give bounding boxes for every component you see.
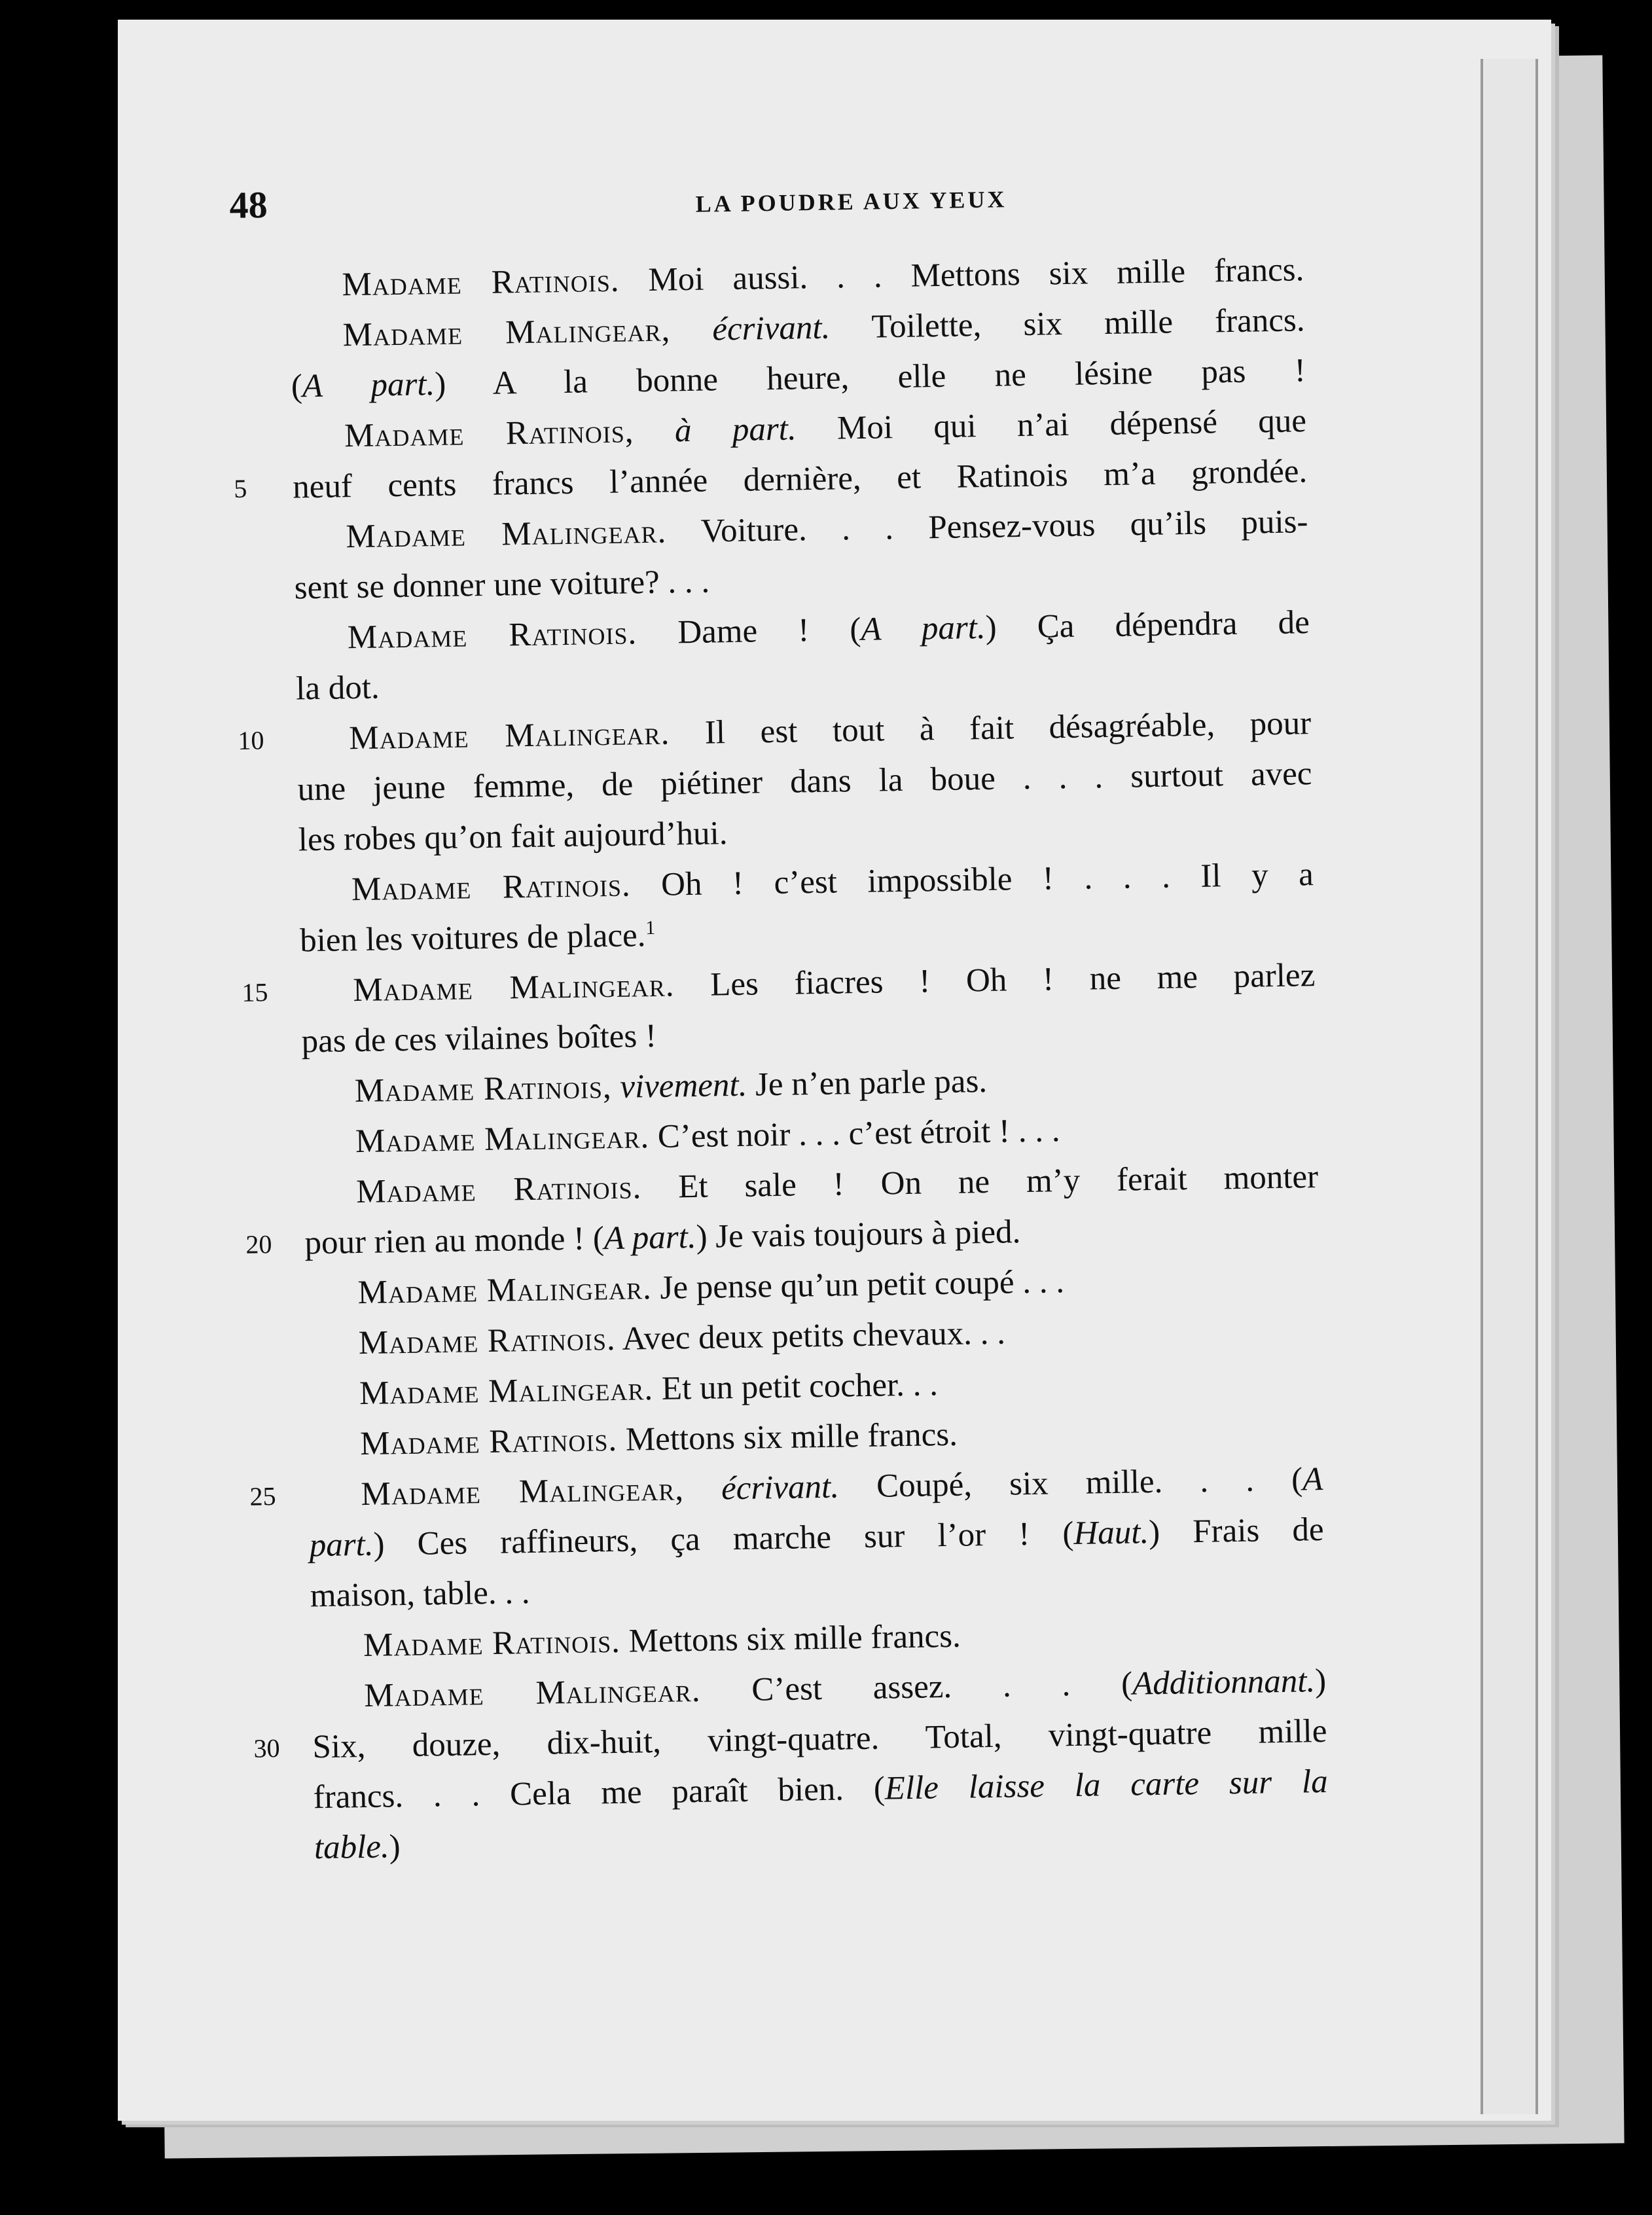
line-number [230, 261, 276, 262]
line-number: 10 [238, 725, 264, 755]
dialogue-text: sent se donner une voiture? . . . [294, 563, 710, 607]
stage-direction: A part. [603, 1218, 697, 1257]
speaker-name: Madame Ratinois, [344, 413, 634, 455]
line-number [234, 513, 280, 514]
dialogue-text: ) Ces raffineurs, ça marche sur l’or ! ( [373, 1515, 1074, 1563]
dialogue-text: la dot. [295, 669, 380, 708]
stage-direction: écrivant. [711, 309, 831, 348]
stage-direction: A part. [860, 609, 986, 648]
dialogue-text: Et sale ! On ne m’y ferait monter [641, 1159, 1319, 1206]
speaker-name: Madame Malingear. [346, 513, 667, 556]
line-number: 30 [253, 1733, 280, 1763]
dialogue-text: Mettons six mille francs. [617, 1416, 958, 1458]
dialogue-text: pour rien au monde ! ( [304, 1220, 605, 1262]
speaker-name: Madame Ratinois. [351, 867, 632, 909]
dialogue-text [684, 1470, 722, 1507]
dialogue-text: une jeune femme, de piétiner dans la boue . . . surtout avec [297, 755, 1312, 808]
dialogue-text: neuf cents francs l’année dernière, et Ratinois m’a grondée. [292, 453, 1308, 506]
speaker-name: Madame Ratinois. [358, 1320, 617, 1362]
line-number [249, 1420, 295, 1421]
footnote-marker: 1 [645, 916, 656, 939]
speaker-name: Madame Ratinois. [342, 262, 620, 304]
text-body [230, 242, 1499, 1875]
speaker-name: Madame Malingear. [348, 715, 670, 757]
dialogue-text: Je pense qu’un petit coupé . . . [651, 1263, 1065, 1307]
dialogue-text: maison, table. . . [310, 1574, 531, 1615]
dialogue-text: Six, douze, dix-huit, vingt-quatre. Total, vingt-quatre mille [312, 1712, 1327, 1766]
dialogue-text: les robes qu’on fait aujourd’hui. [298, 815, 728, 859]
dialogue-text: Mettons six mille francs. [620, 1617, 961, 1660]
speaker-name: Madame Ratinois. [347, 615, 637, 657]
speaker-name: Madame Malingear. [359, 1371, 654, 1413]
dialogue-text [634, 412, 675, 450]
line-number: 15 [242, 977, 268, 1007]
line-number [236, 614, 281, 615]
dialogue-text: ) A la bonne heure, elle ne lésine pas ! [434, 352, 1306, 403]
stage-direction: écrivant. [721, 1468, 840, 1507]
speaker-name: Madame Malingear. [352, 967, 675, 1009]
dialogue-text: ) [389, 1828, 401, 1865]
dialogue-text: Voiture. . . Pensez-vous qu’ils puis- [666, 503, 1308, 550]
dialogue-text: C’est noir . . . c’est étroit ! . . . [649, 1112, 1060, 1156]
dialogue-text: Dame ! ( [636, 611, 861, 652]
stage-direction: Elle laisse la carte sur la [884, 1763, 1329, 1807]
line-number [232, 362, 278, 363]
stage-direction: A [1302, 1460, 1323, 1498]
dialogue-text: C’est assez. . . ( [700, 1665, 1133, 1709]
line-number [240, 866, 285, 867]
stage-direction: à part. [674, 410, 797, 450]
line-number [237, 664, 283, 665]
line-number [247, 1370, 293, 1371]
stage-direction: Haut. [1073, 1514, 1149, 1552]
stage-direction: Additionnant. [1132, 1663, 1316, 1702]
line-number [242, 1017, 288, 1018]
dialogue-text: pas de ces vilaines boîtes ! [301, 1017, 657, 1060]
line-number: 20 [245, 1229, 272, 1259]
stage-direction: A part. [302, 366, 435, 405]
dialogue-text: Toilette, six mille francs. [829, 302, 1305, 346]
page-content [229, 164, 1499, 1875]
dialogue-text: ) Ça dépendra de [985, 604, 1310, 646]
dialogue-text: Moi qui n’ai dépensé que [796, 403, 1307, 448]
line-number [243, 1118, 289, 1119]
stage-direction: part. [309, 1526, 374, 1564]
dialogue-text: Coupé, six mille. . . ( [838, 1461, 1303, 1505]
speaker-name: Madame Malingear, [342, 312, 671, 354]
line-number [252, 1622, 298, 1623]
dialogue-text: ( [291, 368, 303, 405]
speaker-name: Madame Ratinois. [359, 1421, 618, 1463]
dialogue-text: Je n’en parle pas. [746, 1062, 988, 1104]
speaker-name: Madame Ratinois, [354, 1068, 613, 1110]
dialogue-text: francs. . . Cela me paraît bien. ( [313, 1770, 886, 1816]
dialogue-text: Les fiacres ! Oh ! ne me parlez [674, 957, 1316, 1004]
speaker-name: Madame Malingear, [361, 1471, 685, 1513]
dialogue-text: Avec deux petits chevaux. . . [615, 1314, 1006, 1358]
speaker-name: Madame Malingear. [363, 1672, 701, 1715]
dialogue-text: ) [1314, 1662, 1327, 1700]
line-number [250, 1521, 296, 1522]
line-number: 5 [233, 473, 247, 503]
line-number [233, 412, 279, 413]
dialogue-text: Moi aussi. . . Mettons six mille francs. [619, 251, 1304, 299]
stage-direction: table. [314, 1828, 390, 1867]
page-number: 48 [229, 183, 268, 226]
dialogue-text: ) Frais de [1148, 1511, 1324, 1551]
stage-direction: vivement. [619, 1066, 747, 1106]
dialogue-text [670, 311, 713, 348]
speaker-name: Madame Ratinois. [355, 1169, 642, 1211]
dialogue-text: bien les voitures de place. [299, 917, 646, 960]
line-number [245, 1168, 291, 1169]
line-number: 25 [249, 1481, 276, 1511]
dialogue-text: Et un petit cocher. . . [653, 1366, 939, 1408]
line-number [246, 1269, 292, 1270]
line-number [254, 1773, 300, 1774]
line-number [241, 916, 287, 917]
speaker-name: Madame Malingear. [357, 1270, 653, 1312]
speaker-name: Madame Malingear. [355, 1119, 650, 1161]
dialogue-text [611, 1069, 620, 1106]
speaker-name: Madame Ratinois. [363, 1623, 621, 1665]
line-number [238, 765, 284, 766]
line-number [253, 1672, 298, 1673]
running-title: LA POUDRE AUX YEUX [695, 186, 1007, 217]
dialogue-text: Il est tout à fait désagréable, pour [669, 705, 1312, 752]
dialogue-text: Oh ! c’est impossible ! . . . Il y a [630, 856, 1314, 904]
dialogue-text: ) Je vais toujours à pied. [696, 1214, 1021, 1255]
